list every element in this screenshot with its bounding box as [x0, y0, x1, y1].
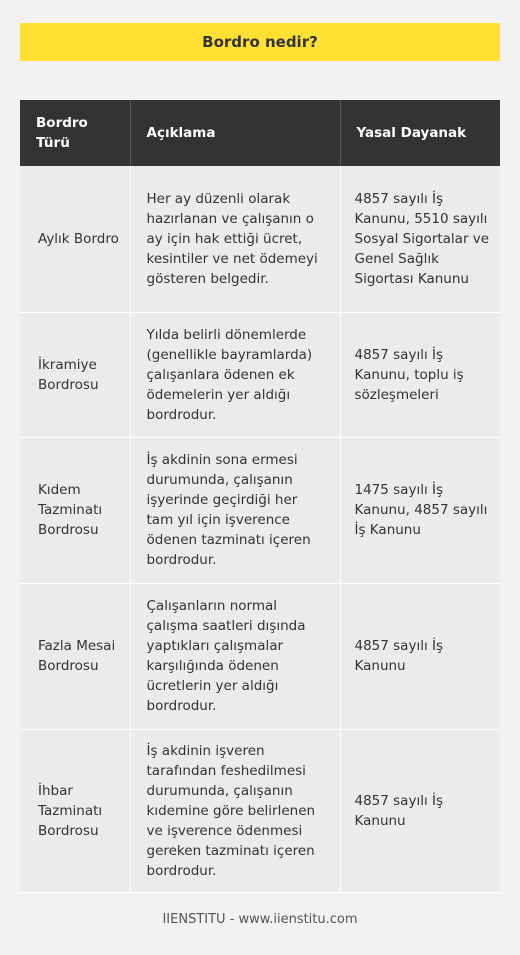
row-legal-basis: 4857 sayılı İş Kanunu	[340, 583, 500, 729]
table-row	[20, 437, 500, 583]
row-type: İkramiye Bordrosu	[20, 312, 130, 437]
row-description: Çalışanların normal çalışma saatleri dışında yaptıkları çalışmalar karşılığında ödenen ücretlerin yer aldığı bordrodur.	[130, 583, 340, 729]
row-type: Aylık Bordro	[20, 166, 130, 312]
row-description: İş akdinin işveren tarafından feshedilmesi durumunda, çalışanın kıdemine göre belirlenen ve işverence ödenmesi gereken tazminatı içeren bordrodur.	[130, 729, 340, 892]
table-row	[20, 583, 500, 729]
table-row	[20, 729, 500, 892]
table-header-row	[20, 100, 500, 166]
header-aciklama: Açıklama	[130, 100, 340, 166]
table-row	[20, 312, 500, 437]
title-banner	[20, 23, 500, 61]
row-type: Kıdem Tazminatı Bordrosu	[20, 437, 130, 583]
header-yasal-dayanak: Yasal Dayanak	[340, 100, 500, 166]
bordro-table	[20, 100, 500, 893]
footer-credit: IIENSTITU - www.iienstitu.com	[162, 912, 358, 927]
row-description: Her ay düzenli olarak hazırlanan ve çalışanın o ay için hak ettiği ücret, kesintiler ve net ödemeyi gösteren belgedir.	[130, 166, 340, 312]
row-legal-basis: 4857 sayılı İş Kanunu, toplu iş sözleşmeleri	[340, 312, 500, 437]
row-type: Fazla Mesai Bordrosu	[20, 583, 130, 729]
row-legal-basis: 1475 sayılı İş Kanunu, 4857 sayılı İş Kanunu	[340, 437, 500, 583]
page-title: Bordro nedir?	[202, 33, 318, 51]
row-type: İhbar Tazminatı Bordrosu	[20, 729, 130, 892]
table-row	[20, 166, 500, 312]
header-bordro-turu: Bordro Türü	[20, 100, 130, 166]
row-description: İş akdinin sona ermesi durumunda, çalışanın işyerinde geçirdiği her tam yıl için işverence ödenen tazminatı içeren bordrodur.	[130, 437, 340, 583]
row-legal-basis: 4857 sayılı İş Kanunu, 5510 sayılı Sosyal Sigortalar ve Genel Sağlık Sigortası Kanunu	[340, 166, 500, 312]
row-description: Yılda belirli dönemlerde (genellikle bayramlarda) çalışanlara ödenen ek ödemelerin yer aldığı bordrodur.	[130, 312, 340, 437]
row-legal-basis: 4857 sayılı İş Kanunu	[340, 729, 500, 892]
